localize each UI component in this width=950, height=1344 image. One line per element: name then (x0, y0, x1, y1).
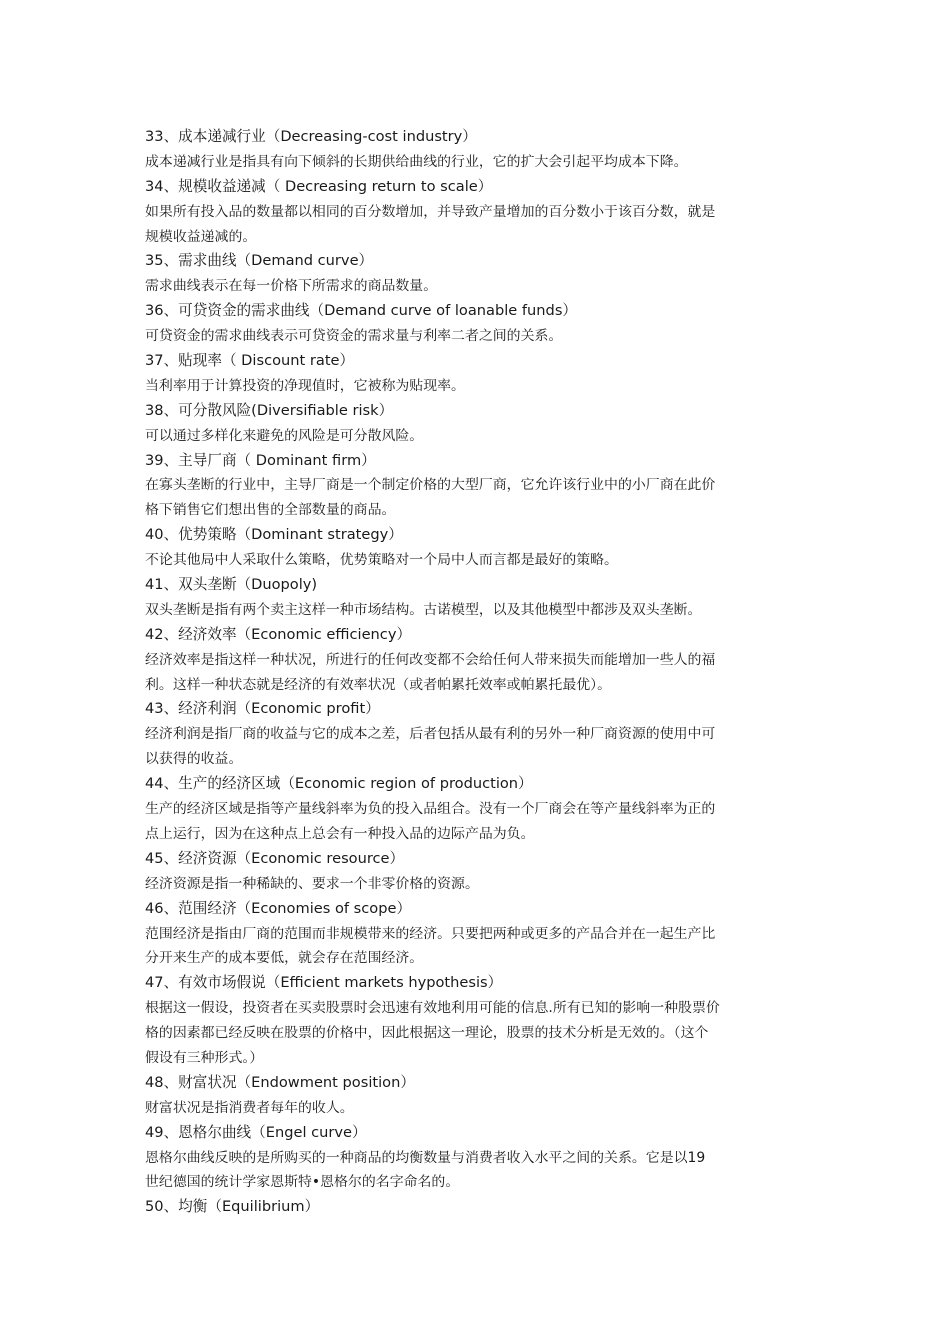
entry-definition-line: 当利率用于计算投资的净现值时，它被称为贴现率。 (145, 377, 465, 394)
entry-term: 48、财富状况（Endowment position） (145, 1073, 415, 1091)
entry-term: 38、可分散风险(Diversifiable risk） (145, 401, 394, 419)
entry-definition-line: 可以通过多样化来避免的风险是可分散风险。 (145, 427, 424, 444)
entry-definition-line: 财富状况是指消费者每年的收人。 (145, 1099, 354, 1116)
entry-term: 45、经济资源（Economic resource） (145, 849, 405, 867)
entry-term: 41、双头垄断（Duopoly) (145, 576, 318, 594)
entry-definition-line: 规模收益递减的。 (145, 228, 257, 245)
entry-definition-line: 需求曲线表示在每一价格下所需求的商品数量。 (145, 278, 438, 295)
entry-definition-line: 不论其他局中人采取什么策略，优势策略对一个局中人而言都是最好的策略。 (145, 552, 618, 569)
entry-definition-line: 假设有三种形式。） (145, 1049, 264, 1066)
entry-definition-line: 范围经济是指由厂商的范围而非规模带来的经济。只要把两种或更多的产品合并在一起生产比 (145, 925, 716, 942)
entry-definition-line: 双头垄断是指有两个卖主这样一种市场结构。古诺模型，以及其他模型中都涉及双头垄断。 (145, 601, 702, 618)
entry-definition-line: 格的因素都已经反映在股票的价格中，因此根据这一理论，股票的技术分析是无效的。（这个 (145, 1025, 709, 1042)
entry-definition-line: 点上运行，因为在这种点上总会有一种投入品的边际产品为负。 (145, 825, 535, 842)
entry-term: 50、均衡（Equilibrium） (145, 1198, 320, 1216)
entry-definition-line: 以获得的收益。 (145, 751, 243, 768)
entry-definition-line: 分开来生产的成本要低，就会存在范围经济。 (145, 950, 424, 967)
entry-term: 49、恩格尔曲线（Engel curve） (145, 1123, 367, 1141)
entry-term: 47、有效市场假说（Efficient markets hypothesis） (145, 974, 503, 992)
entry-definition-line: 成本递减行业是指具有向下倾斜的长期供给曲线的行业，它的扩大会引起平均成本下降。 (145, 153, 688, 170)
entry-definition-line: 在寡头垄断的行业中，主导厂商是一个制定价格的大型厂商，它允许该行业中的小厂商在此价 (145, 477, 716, 494)
entry-definition-line: 格下销售它们想出售的全部数量的商品。 (145, 502, 396, 519)
entry-definition-line: 利。这样一种状态就是经济的有效率状况（或者帕累托效率或帕累托最优）。 (145, 676, 612, 693)
entry-definition-line: 生产的经济区域是指等产量线斜率为负的投入品组合。没有一个厂商会在等产量线斜率为正的 (145, 801, 716, 818)
entry-definition-line: 世纪德国的统计学家恩斯特•恩格尔的名字命名的。 (145, 1174, 460, 1191)
entry-term: 39、主导厂商（ Dominant firm） (145, 451, 376, 469)
entry-term: 34、规模收益递减（ Decreasing return to scale） (145, 177, 493, 195)
document-page (145, 125, 810, 1220)
entry-definition-line: 经济资源是指一种稀缺的、要求一个非零价格的资源。 (145, 875, 479, 892)
entry-term: 40、优势策略（Dominant strategy） (145, 526, 403, 544)
entry-definition-line: 经济利润是指厂商的收益与它的成本之差，后者包括从最有利的另外一种厂商资源的使用中可 (145, 726, 716, 743)
entry-term: 37、贴现率（ Discount rate） (145, 352, 355, 370)
entry-term: 43、经济利润（Economic profit） (145, 700, 380, 718)
entry-definition-line: 如果所有投入品的数量都以相同的百分数增加，并导致产量增加的百分数小于该百分数，就是 (145, 203, 716, 220)
entry-definition-line: 可贷资金的需求曲线表示可贷资金的需求量与利率二者之间的关系。 (145, 328, 563, 345)
entry-definition-line: 经济效率是指这样一种状况，所进行的任何改变都不会给任何人带来损失而能增加一些人的福 (145, 651, 716, 668)
entry-term: 35、需求曲线（Demand curve） (145, 252, 374, 270)
entry-term: 33、成本递减行业（Decreasing-cost industry） (145, 128, 477, 145)
entry-definition-line: 恩格尔曲线反映的是所购买的一种商品的均衡数量与消费者收入水平之间的关系。它是以19 (145, 1149, 706, 1166)
entry-term: 42、经济效率（Economic efficiency） (145, 625, 412, 643)
entry-term: 46、范围经济（Economies of scope） (145, 899, 412, 917)
entry-term: 36、可贷资金的需求曲线（Demand curve of loanable funds） (145, 302, 578, 320)
entry-term: 44、生产的经济区域（Economic region of production） (145, 775, 533, 793)
entry-definition-line: 根据这一假设，投资者在买卖股票时会迅速有效地利用可能的信息.所有已知的影响一种股票价 (145, 1000, 720, 1017)
